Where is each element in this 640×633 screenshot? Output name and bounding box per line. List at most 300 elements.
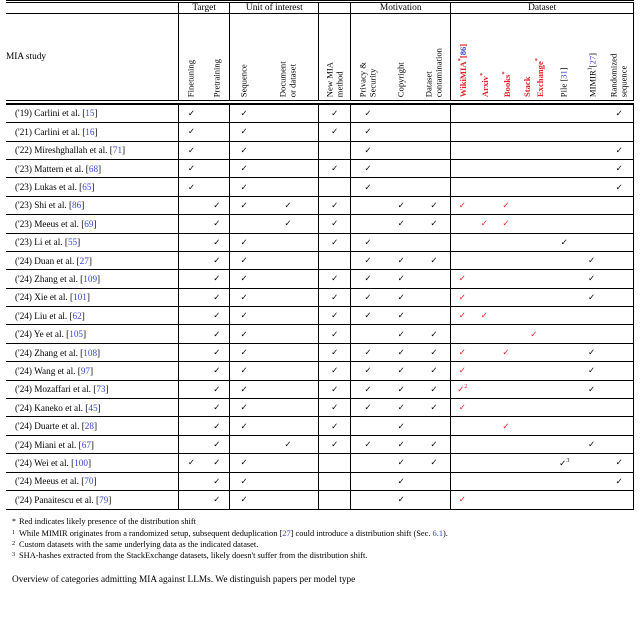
checkmark-new_mia_method: ✓ bbox=[331, 310, 339, 321]
cell-document_or_dataset bbox=[258, 270, 319, 288]
checkmark-copyright: ✓ bbox=[397, 402, 405, 413]
cell-privacy_security bbox=[351, 251, 385, 269]
checkmark-new_mia_method: ✓ bbox=[331, 163, 339, 174]
cell-dataset_contamination bbox=[418, 288, 451, 306]
column-header-sequence-label: Sequence bbox=[238, 64, 249, 98]
cell-sequence bbox=[230, 270, 258, 288]
checkmark-sequence: ✓ bbox=[240, 365, 248, 376]
cell-document_or_dataset bbox=[258, 417, 319, 435]
cell-sequence bbox=[230, 288, 258, 306]
footnote-item bbox=[12, 539, 630, 550]
cell-privacy_security bbox=[351, 288, 385, 306]
reference-number[interactable]: 16 bbox=[85, 126, 95, 137]
cell-sequence bbox=[230, 251, 258, 269]
cell-new_mia_method bbox=[319, 178, 351, 196]
cell-pretraining bbox=[204, 472, 230, 490]
cell-pretraining bbox=[204, 343, 230, 361]
cell-copyright bbox=[385, 454, 418, 472]
cell-randomized_sequence bbox=[606, 362, 634, 380]
cell-books bbox=[495, 251, 517, 269]
cell-copyright bbox=[385, 325, 418, 343]
checkmark-privacy_security: ✓ bbox=[364, 236, 372, 247]
cell-pile bbox=[551, 251, 578, 269]
reference-number[interactable]: 79 bbox=[99, 494, 109, 505]
cell-wikimia bbox=[451, 417, 474, 435]
cell-mimir bbox=[578, 307, 606, 325]
checkmark-privacy_security: ✓ bbox=[364, 163, 372, 174]
cell-stack_exchange bbox=[517, 288, 551, 306]
cell-randomized_sequence bbox=[606, 435, 634, 453]
cell-sequence bbox=[230, 362, 258, 380]
cell-pretraining bbox=[204, 435, 230, 453]
reference-number[interactable]: 73 bbox=[96, 384, 106, 395]
checkmark-randomized_sequence: ✓ bbox=[615, 181, 623, 192]
checkmark-new_mia_method: ✓ bbox=[331, 347, 339, 358]
cell-pretraining bbox=[204, 325, 230, 343]
table-row bbox=[6, 490, 634, 508]
checkmark-new_mia_method: ✓ bbox=[331, 420, 339, 431]
footnote-item bbox=[12, 550, 630, 561]
checkmark-new_mia_method: ✓ bbox=[331, 218, 339, 229]
cell-randomized_sequence bbox=[606, 159, 634, 177]
cell-randomized_sequence bbox=[606, 215, 634, 233]
cell-randomized_sequence bbox=[606, 343, 634, 361]
cell-new_mia_method bbox=[319, 343, 351, 361]
column-header-new-mia-method bbox=[319, 14, 351, 100]
cell-privacy_security bbox=[351, 325, 385, 343]
checkmark-wikimia: ✓ bbox=[458, 494, 466, 505]
cell-randomized_sequence bbox=[606, 251, 634, 269]
footnote-marker: 3 bbox=[12, 551, 16, 559]
column-header-privacy-security-label: Privacy & Security bbox=[357, 62, 377, 98]
checkmark-finetuning: ✓ bbox=[187, 181, 196, 192]
cell-wikimia bbox=[451, 251, 474, 269]
column-header-wikimia-label: WikiMIA*[86] bbox=[457, 44, 469, 98]
cell-books bbox=[495, 178, 517, 196]
footnote-marker: 2 bbox=[12, 539, 16, 547]
cell-wikimia bbox=[451, 343, 474, 361]
checkmark-sequence: ✓ bbox=[240, 475, 248, 486]
checkmark-mimir: ✓ bbox=[588, 365, 596, 376]
checkmark-privacy_security: ✓ bbox=[364, 126, 372, 137]
checkmark-pretraining: ✓ bbox=[213, 273, 221, 284]
checkmark-sequence: ✓ bbox=[240, 402, 248, 413]
cell-privacy_security bbox=[351, 380, 385, 398]
cell-new_mia_method bbox=[319, 435, 351, 453]
cell-sequence bbox=[230, 472, 258, 490]
cell-dataset_contamination bbox=[418, 325, 451, 343]
cell-pile bbox=[551, 454, 578, 472]
footnote-text: Red indicates likely presence of the distribution shift bbox=[19, 517, 196, 527]
cell-document_or_dataset bbox=[258, 307, 319, 325]
cell-books bbox=[495, 104, 517, 122]
cell-sequence bbox=[230, 104, 258, 122]
cell-wikimia bbox=[451, 435, 474, 453]
cell-stack_exchange bbox=[517, 178, 551, 196]
cell-copyright bbox=[385, 490, 418, 508]
cell-pretraining bbox=[204, 178, 230, 196]
cell-arxiv bbox=[473, 178, 495, 196]
cell-books bbox=[495, 343, 517, 361]
column-header-pile bbox=[551, 14, 578, 100]
reference-number[interactable]: 70 bbox=[84, 476, 94, 487]
cell-document_or_dataset bbox=[258, 380, 319, 398]
checkmark-wikimia: ✓$^2$ bbox=[457, 383, 468, 395]
reference-number[interactable]: 101 bbox=[73, 292, 87, 303]
cell-books bbox=[495, 141, 517, 159]
column-header-books bbox=[495, 14, 517, 100]
checkmark-dataset_contamination: ✓ bbox=[430, 383, 438, 394]
column-header-document-or-dataset-label: Document or dataset bbox=[277, 61, 297, 98]
cell-wikimia bbox=[451, 196, 474, 214]
checkmark-randomized_sequence: ✓ bbox=[615, 163, 623, 174]
cell-stack_exchange bbox=[517, 215, 551, 233]
cell-copyright bbox=[385, 307, 418, 325]
reference-number[interactable]: 86 bbox=[72, 200, 82, 211]
cell-pile bbox=[551, 417, 578, 435]
table-row bbox=[6, 325, 634, 343]
table-row bbox=[6, 343, 634, 361]
table-row bbox=[6, 307, 634, 325]
cell-pile bbox=[551, 178, 578, 196]
cell-stack_exchange bbox=[517, 472, 551, 490]
reference-number[interactable]: 108 bbox=[83, 347, 98, 358]
cell-dataset_contamination bbox=[418, 270, 451, 288]
study-name-cell: ('19) Carlini et al. [15] bbox=[6, 104, 178, 122]
cell-dataset_contamination bbox=[418, 362, 451, 380]
cell-books bbox=[495, 362, 517, 380]
column-header-stack-exchange bbox=[517, 14, 551, 100]
cell-mimir bbox=[578, 233, 606, 251]
study-name-cell: ('24) Wang et al. [97] bbox=[6, 362, 178, 380]
checkmark-new_mia_method: ✓ bbox=[331, 439, 339, 449]
checkmark-randomized_sequence: ✓ bbox=[615, 475, 623, 486]
cell-copyright bbox=[385, 343, 418, 361]
column-header-stack-exchange-label: Stack Exchange* bbox=[521, 58, 545, 98]
reference-number[interactable]: 15 bbox=[85, 108, 95, 119]
cell-pretraining bbox=[204, 362, 230, 380]
cell-pretraining bbox=[204, 288, 230, 306]
cell-copyright bbox=[385, 178, 418, 196]
cell-pretraining bbox=[204, 123, 230, 141]
cell-pile bbox=[551, 215, 578, 233]
checkmark-new_mia_method: ✓ bbox=[331, 328, 339, 339]
cell-randomized_sequence bbox=[606, 454, 634, 472]
cell-new_mia_method bbox=[319, 233, 351, 251]
checkmark-pretraining: ✓ bbox=[213, 402, 221, 413]
cell-finetuning bbox=[178, 141, 204, 159]
cell-pile bbox=[551, 435, 578, 453]
reference-number[interactable]: 69 bbox=[84, 218, 94, 229]
cell-document_or_dataset bbox=[258, 196, 319, 214]
cell-document_or_dataset bbox=[258, 251, 319, 269]
cell-pile bbox=[551, 399, 578, 417]
cell-copyright bbox=[385, 196, 418, 214]
cell-randomized_sequence bbox=[606, 270, 634, 288]
checkmark-sequence: ✓ bbox=[240, 420, 248, 431]
checkmark-pretraining: ✓ bbox=[213, 475, 221, 486]
cell-randomized_sequence bbox=[606, 399, 634, 417]
reference-number[interactable]: 68 bbox=[88, 163, 99, 174]
checkmark-wikimia: ✓ bbox=[458, 402, 466, 413]
cell-finetuning bbox=[178, 159, 204, 177]
table-row bbox=[6, 417, 634, 435]
checkmark-copyright: ✓ bbox=[397, 420, 405, 431]
checkmark-books: ✓ bbox=[502, 199, 510, 210]
column-header-pretraining bbox=[204, 14, 230, 100]
cell-document_or_dataset bbox=[258, 399, 319, 417]
checkmark-privacy_security: ✓ bbox=[364, 291, 372, 302]
cell-pretraining bbox=[204, 399, 230, 417]
checkmark-document_or_dataset: ✓ bbox=[284, 439, 292, 449]
cell-copyright bbox=[385, 288, 418, 306]
cell-randomized_sequence bbox=[606, 307, 634, 325]
cell-stack_exchange bbox=[517, 104, 551, 122]
cell-wikimia bbox=[451, 215, 474, 233]
cell-finetuning bbox=[178, 399, 204, 417]
cell-finetuning bbox=[178, 490, 204, 508]
cell-dataset_contamination bbox=[418, 251, 451, 269]
cell-pile bbox=[551, 159, 578, 177]
cell-books bbox=[495, 399, 517, 417]
reference-number[interactable]: 27 bbox=[79, 255, 89, 266]
checkmark-randomized_sequence: ✓ bbox=[615, 107, 623, 118]
checkmark-sequence: ✓ bbox=[240, 236, 248, 247]
checkmark-books: ✓ bbox=[502, 218, 510, 229]
cell-wikimia bbox=[451, 141, 474, 159]
checkmark-new_mia_method: ✓ bbox=[331, 365, 339, 376]
cell-new_mia_method bbox=[319, 362, 351, 380]
cell-new_mia_method bbox=[319, 472, 351, 490]
checkmark-pretraining: ✓ bbox=[213, 328, 221, 339]
cell-copyright bbox=[385, 123, 418, 141]
cell-wikimia bbox=[451, 270, 474, 288]
checkmark-arxiv: ✓ bbox=[480, 218, 488, 229]
group-dataset: Dataset bbox=[451, 3, 634, 13]
cell-pile bbox=[551, 233, 578, 251]
cell-mimir bbox=[578, 325, 606, 343]
cell-finetuning bbox=[178, 435, 204, 453]
column-header-pretraining-label: Pretraining bbox=[211, 59, 222, 98]
cell-mimir bbox=[578, 454, 606, 472]
cell-arxiv bbox=[473, 380, 495, 398]
cell-finetuning bbox=[178, 307, 204, 325]
cell-stack_exchange bbox=[517, 270, 551, 288]
cell-dataset_contamination bbox=[418, 343, 451, 361]
cell-dataset_contamination bbox=[418, 196, 451, 214]
cell-pile bbox=[551, 104, 578, 122]
cell-stack_exchange bbox=[517, 417, 551, 435]
reference-number[interactable]: 28 bbox=[84, 421, 94, 432]
checkmark-pretraining: ✓ bbox=[213, 255, 221, 266]
cell-arxiv bbox=[473, 215, 495, 233]
caption-partial: Overview of categories admitting MIA against LLMs. We distinguish papers per model type bbox=[12, 574, 356, 585]
column-header-randomized-sequence-label: Randomized sequence bbox=[608, 53, 629, 98]
cell-document_or_dataset bbox=[258, 343, 319, 361]
checkmark-pretraining: ✓ bbox=[213, 494, 221, 505]
cell-privacy_security bbox=[351, 178, 385, 196]
checkmark-sequence: ✓ bbox=[240, 328, 248, 339]
cell-stack_exchange bbox=[517, 123, 551, 141]
checkmark-sequence: ✓ bbox=[240, 310, 248, 321]
cell-books bbox=[495, 159, 517, 177]
reference-number[interactable]: 105 bbox=[69, 329, 83, 340]
cell-dataset_contamination bbox=[418, 178, 451, 196]
cell-sequence bbox=[230, 380, 258, 398]
cell-privacy_security bbox=[351, 435, 385, 453]
cell-finetuning bbox=[178, 380, 204, 398]
cell-pretraining bbox=[204, 270, 230, 288]
cell-document_or_dataset bbox=[258, 325, 319, 343]
cell-new_mia_method bbox=[319, 104, 351, 122]
checkmark-pretraining: ✓ bbox=[213, 347, 221, 358]
cell-new_mia_method bbox=[319, 490, 351, 508]
checkmark-mimir: ✓ bbox=[588, 439, 596, 449]
cell-finetuning bbox=[178, 215, 204, 233]
reference-number[interactable]: 97 bbox=[80, 365, 90, 376]
column-header-new-mia-method-label: New MIA method bbox=[324, 62, 344, 98]
cell-dataset_contamination bbox=[418, 123, 451, 141]
checkmark-sequence: ✓ bbox=[240, 126, 248, 137]
cell-wikimia bbox=[451, 159, 474, 177]
checkmark-privacy_security: ✓ bbox=[364, 107, 372, 118]
checkmark-stack_exchange: ✓ bbox=[530, 328, 538, 339]
cell-arxiv bbox=[473, 343, 495, 361]
cell-pretraining bbox=[204, 490, 230, 508]
column-header-mimir bbox=[578, 14, 606, 100]
cell-arxiv bbox=[473, 362, 495, 380]
footnote-marker: 1 bbox=[12, 528, 16, 536]
cell-arxiv bbox=[473, 472, 495, 490]
study-name-cell: ('21) Carlini et al. [16] bbox=[6, 123, 178, 141]
reference-number[interactable]: 100 bbox=[74, 457, 88, 468]
cell-pretraining bbox=[204, 215, 230, 233]
reference-number[interactable]: 65 bbox=[82, 182, 92, 193]
cell-stack_exchange bbox=[517, 399, 551, 417]
cell-new_mia_method bbox=[319, 251, 351, 269]
cell-finetuning bbox=[178, 325, 204, 343]
table-row bbox=[6, 233, 634, 251]
cell-randomized_sequence bbox=[606, 104, 634, 122]
cell-copyright bbox=[385, 362, 418, 380]
cell-dataset_contamination bbox=[418, 104, 451, 122]
reference-number[interactable]: 109 bbox=[83, 273, 98, 284]
cell-wikimia bbox=[451, 380, 474, 398]
reference-number[interactable]: 62 bbox=[72, 310, 82, 321]
cell-document_or_dataset bbox=[258, 104, 319, 122]
cell-new_mia_method bbox=[319, 141, 351, 159]
checkmark-dataset_contamination: ✓ bbox=[430, 365, 438, 376]
cell-pretraining bbox=[204, 417, 230, 435]
cell-dataset_contamination bbox=[418, 307, 451, 325]
checkmark-copyright: ✓ bbox=[397, 494, 405, 505]
cell-wikimia bbox=[451, 490, 474, 508]
cell-new_mia_method bbox=[319, 288, 351, 306]
mia-study-table bbox=[6, 0, 634, 509]
cell-dataset_contamination bbox=[418, 454, 451, 472]
checkmark-books: ✓ bbox=[502, 347, 510, 358]
cell-copyright bbox=[385, 472, 418, 490]
footnote-item bbox=[12, 528, 630, 539]
cell-dataset_contamination bbox=[418, 399, 451, 417]
cell-randomized_sequence bbox=[606, 417, 634, 435]
checkmark-sequence: ✓ bbox=[240, 347, 248, 358]
column-header-privacy-security bbox=[351, 14, 385, 100]
cell-pile bbox=[551, 307, 578, 325]
cell-new_mia_method bbox=[319, 159, 351, 177]
checkmark-privacy_security: ✓ bbox=[364, 181, 372, 192]
cell-pretraining bbox=[204, 307, 230, 325]
study-name-cell: ('23) Mattern et al. [68] bbox=[6, 159, 178, 177]
checkmark-mimir: ✓ bbox=[588, 383, 596, 394]
study-name-cell: ('24) Miani et al. [67] bbox=[6, 435, 178, 453]
checkmark-wikimia: ✓ bbox=[458, 310, 466, 321]
table-row bbox=[6, 159, 634, 177]
cell-finetuning bbox=[178, 362, 204, 380]
study-name-cell: ('23) Shi et al. [86] bbox=[6, 196, 178, 214]
cell-finetuning bbox=[178, 288, 204, 306]
cell-dataset_contamination bbox=[418, 380, 451, 398]
cell-stack_exchange bbox=[517, 435, 551, 453]
cell-pretraining bbox=[204, 159, 230, 177]
reference-number[interactable]: 45 bbox=[88, 402, 98, 413]
checkmark-wikimia: ✓ bbox=[458, 365, 466, 376]
cell-pile bbox=[551, 362, 578, 380]
cell-privacy_security bbox=[351, 472, 385, 490]
group-empty-left bbox=[6, 3, 178, 13]
cell-copyright bbox=[385, 233, 418, 251]
checkmark-wikimia: ✓ bbox=[458, 347, 466, 358]
cell-document_or_dataset bbox=[258, 490, 319, 508]
cell-wikimia bbox=[451, 325, 474, 343]
cell-wikimia bbox=[451, 307, 474, 325]
footnote-item bbox=[12, 516, 630, 527]
cell-privacy_security bbox=[351, 159, 385, 177]
cell-mimir bbox=[578, 399, 606, 417]
cell-document_or_dataset bbox=[258, 123, 319, 141]
checkmark-privacy_security: ✓ bbox=[364, 347, 372, 358]
checkmark-dataset_contamination: ✓ bbox=[430, 457, 438, 468]
cell-dataset_contamination bbox=[418, 233, 451, 251]
checkmark-mimir: ✓ bbox=[588, 291, 596, 302]
checkmark-finetuning: ✓ bbox=[187, 126, 196, 137]
cell-pretraining bbox=[204, 196, 230, 214]
reference-number[interactable]: 67 bbox=[81, 439, 91, 450]
cell-document_or_dataset bbox=[258, 141, 319, 159]
table-row bbox=[6, 380, 634, 398]
table-row bbox=[6, 454, 634, 472]
cell-stack_exchange bbox=[517, 141, 551, 159]
cell-new_mia_method bbox=[319, 270, 351, 288]
study-name-cell: ('23) Lukas et al. [65] bbox=[6, 178, 178, 196]
checkmark-document_or_dataset: ✓ bbox=[284, 199, 292, 210]
reference-number[interactable]: 71 bbox=[112, 145, 123, 156]
cell-document_or_dataset bbox=[258, 454, 319, 472]
cell-mimir bbox=[578, 215, 606, 233]
cell-document_or_dataset bbox=[258, 472, 319, 490]
table-row bbox=[6, 104, 634, 122]
cell-pile bbox=[551, 490, 578, 508]
cell-pile bbox=[551, 123, 578, 141]
cell-stack_exchange bbox=[517, 380, 551, 398]
cell-document_or_dataset bbox=[258, 362, 319, 380]
checkmark-copyright: ✓ bbox=[397, 255, 405, 266]
reference-number[interactable]: 55 bbox=[67, 237, 78, 248]
checkmark-books: ✓ bbox=[502, 420, 510, 431]
cell-finetuning bbox=[178, 472, 204, 490]
cell-dataset_contamination bbox=[418, 490, 451, 508]
cell-pile bbox=[551, 380, 578, 398]
